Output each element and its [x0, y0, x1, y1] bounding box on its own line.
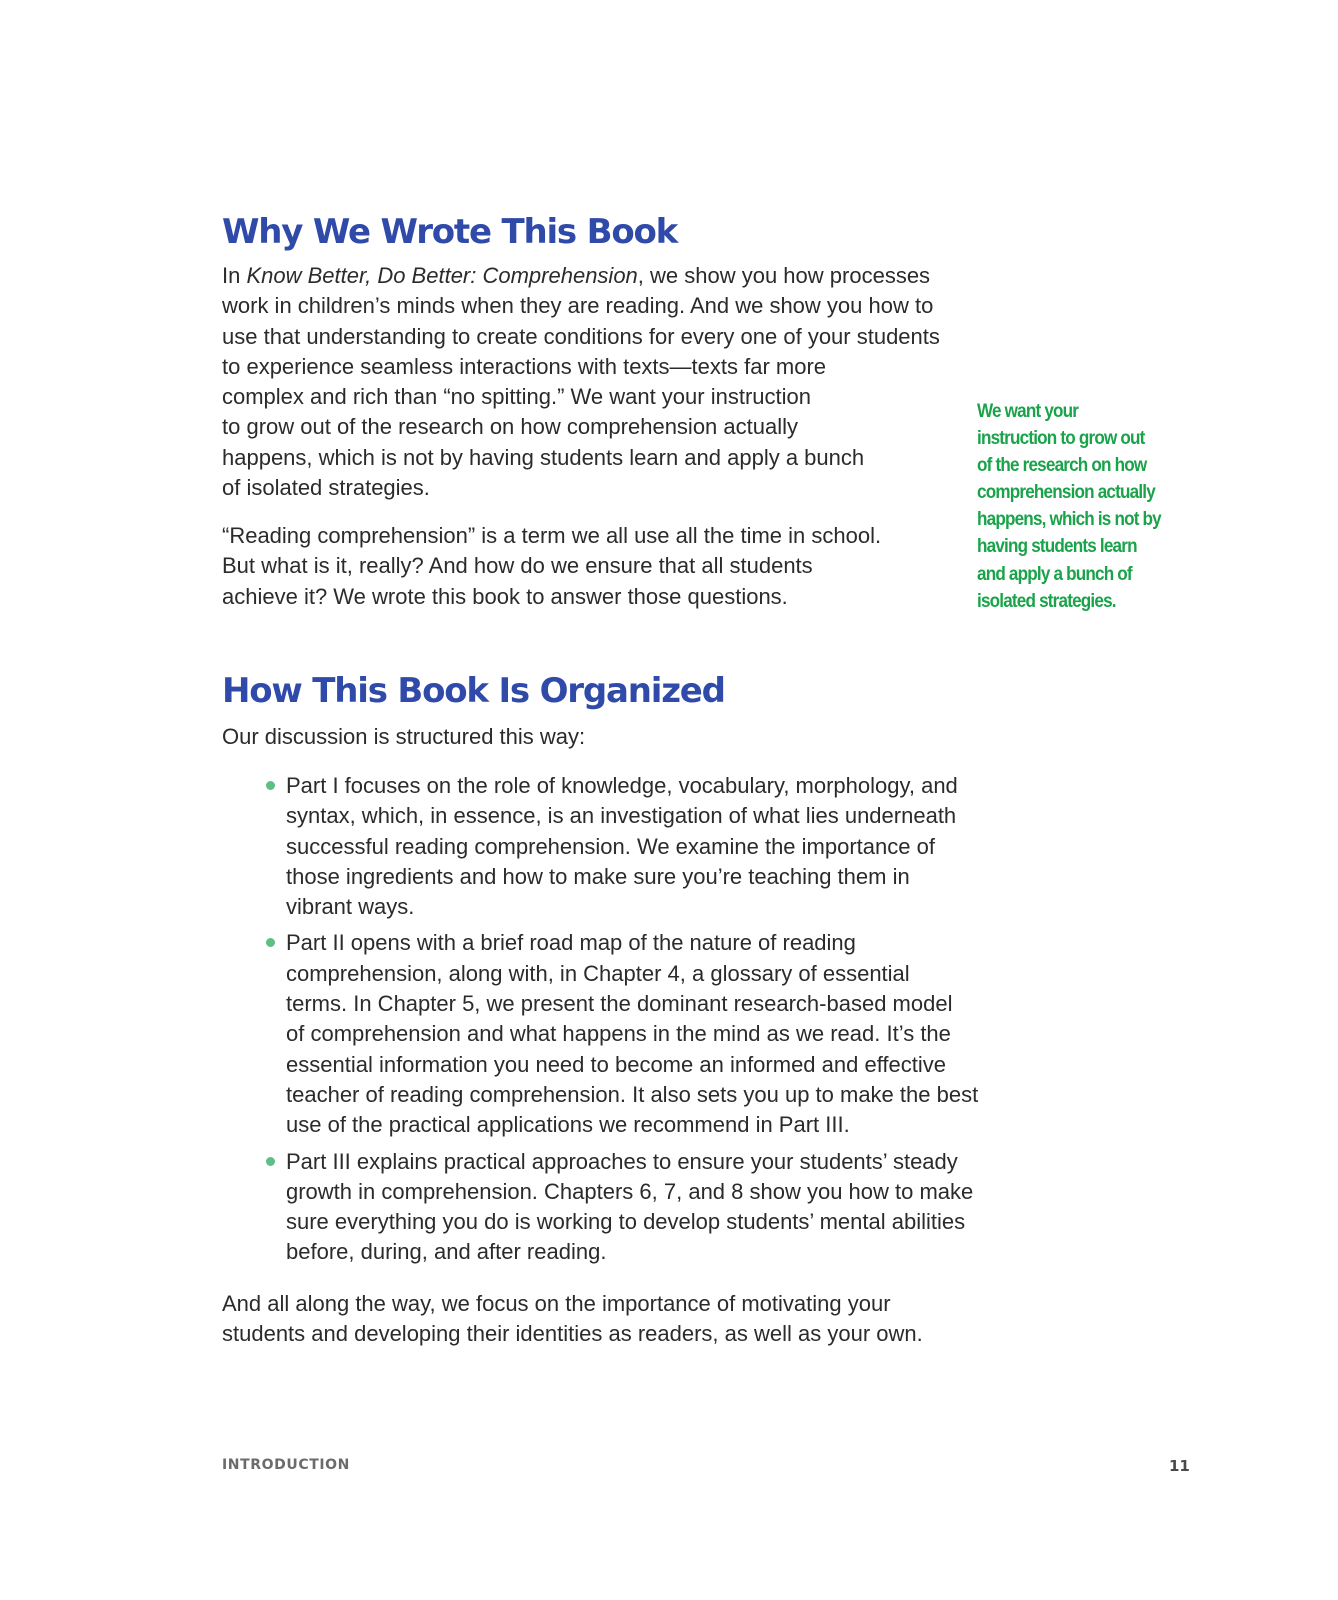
text-line: sure everything you do is working to develop students’ mental abilities [286, 1209, 966, 1235]
text-line: before, during, and after reading. [286, 1239, 607, 1265]
text-line: work in children’s minds when they are reading. And we show you how to [222, 293, 934, 319]
paragraph-why-1 [222, 261, 940, 503]
parts-list [222, 771, 978, 1274]
text-line: terms. In Chapter 5, we present the dominant research-based model [286, 991, 953, 1017]
pull-quote-line: and apply a bunch of [977, 563, 1132, 585]
text-line: of isolated strategies. [222, 475, 430, 501]
text-line: of comprehension and what happens in the mind as we read. It’s the [286, 1021, 951, 1047]
list-item-part-3 [222, 1147, 978, 1268]
text-line: to experience seamless interactions with texts—texts far more [222, 353, 827, 379]
pull-quote [977, 398, 1161, 615]
text-line [222, 261, 940, 291]
section-heading-organized: How This Book Is Organized [222, 671, 725, 711]
text-line: vibrant ways. [286, 894, 415, 920]
text-line: complex and rich than “no spitting.” We want your instruction [222, 384, 811, 410]
text-line: students and developing their identities as readers, as well as your own. [222, 1321, 923, 1347]
pull-quote-line: happens, which is not by [977, 509, 1161, 531]
text-line: But what is it, really? And how do we ensure that all students [222, 553, 813, 579]
text-line: Part I focuses on the role of knowledge, vocabulary, morphology, and [286, 773, 958, 798]
paragraph-intro [222, 722, 585, 752]
paragraph-closing [222, 1289, 923, 1350]
section-heading-why: Why We Wrote This Book [222, 212, 678, 252]
pull-quote-line: of the research on how [977, 455, 1147, 477]
paragraph-why-2 [222, 521, 881, 612]
text-line: Part III explains practical approaches to ensure your students’ steady [286, 1148, 958, 1174]
page-number: 11 [1169, 1457, 1190, 1475]
text-line: successful reading comprehension. We examine the importance of [286, 833, 935, 859]
pull-quote-line: having students learn [977, 536, 1137, 558]
text-line: use that understanding to create conditions for every one of your students [222, 323, 940, 349]
pull-quote-line: We want your [977, 401, 1079, 422]
book-title: Know Better, Do Better: Comprehension [246, 263, 638, 288]
text-run: , we show you how processes [637, 263, 931, 288]
text-line: growth in comprehension. Chapters 6, 7, and 8 show you how to make [286, 1178, 974, 1204]
text-line: syntax, which, in essence, is an investigation of what lies underneath [286, 803, 957, 829]
bullet-icon [266, 781, 275, 790]
text-line: to grow out of the research on how comprehension actually [222, 414, 798, 440]
running-footer-section: INTRODUCTION [222, 1457, 350, 1473]
text-line: Our discussion is structured this way: [222, 724, 586, 749]
list-item-part-1 [222, 771, 978, 922]
text-run: In [222, 263, 247, 288]
pull-quote-line: isolated strategies. [977, 590, 1116, 612]
text-line: teacher of reading comprehension. It also sets you up to make the best [286, 1081, 979, 1107]
list-item-part-2 [222, 928, 978, 1140]
text-line: happens, which is not by having students learn and apply a bunch [222, 444, 865, 470]
text-line: those ingredients and how to make sure you’re teaching them in [286, 863, 910, 889]
text-line: “Reading comprehension” is a term we all use all the time in school. [222, 523, 882, 548]
text-line: Part II opens with a brief road map of the nature of reading [286, 930, 856, 956]
text-line: use of the practical applications we recommend in Part III. [286, 1112, 850, 1138]
text-line: achieve it? We wrote this book to answer those questions. [222, 583, 788, 609]
bullet-icon [266, 1157, 275, 1166]
text-line: And all along the way, we focus on the importance of motivating your [222, 1291, 891, 1316]
bullet-icon [266, 938, 275, 947]
text-line: comprehension, along with, in Chapter 4, a glossary of essential [286, 960, 910, 986]
pull-quote-line: instruction to grow out [977, 428, 1145, 450]
pull-quote-line: comprehension actually [977, 482, 1155, 504]
text-line: essential information you need to become an informed and effective [286, 1051, 946, 1077]
